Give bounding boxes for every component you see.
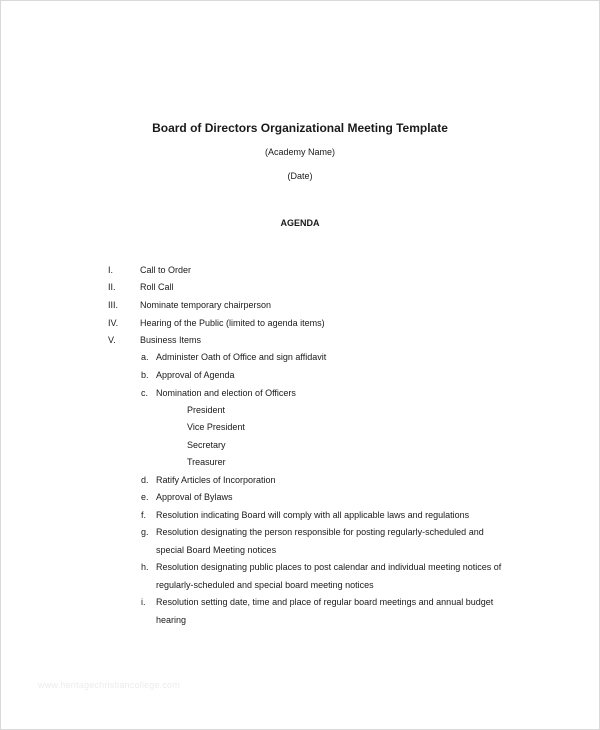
agenda-item-hearing-of-public: Hearing of the Public (limited to agenda items): [140, 318, 325, 328]
agenda-numeral-5: V.: [108, 335, 116, 345]
officer-secretary: Secretary: [187, 440, 226, 450]
business-item-posting-person-cont: special Board Meeting notices: [156, 545, 277, 555]
agenda-numeral-1: I.: [108, 265, 114, 275]
business-letter-f: f.: [141, 510, 147, 520]
business-item-public-places-cont: regularly-scheduled and special board meeting notices: [156, 580, 374, 590]
business-item-public-places: Resolution designating public places to post calendar and individual meeting notices of: [156, 562, 502, 572]
business-letter-h: h.: [141, 562, 149, 572]
business-item-regular-meetings: Resolution setting date, time and place of regular board meetings and annual budget: [156, 597, 494, 607]
document-title: Board of Directors Organizational Meeting Template: [152, 121, 448, 135]
agenda-item-business-items: Business Items: [140, 335, 202, 345]
agenda-item-roll-call: Roll Call: [140, 282, 174, 292]
business-item-comply-with-laws: Resolution indicating Board will comply with all applicable laws and regulations: [156, 510, 470, 520]
business-letter-a: a.: [141, 352, 149, 362]
watermark: www.heritagechristiancollege.com: [38, 680, 180, 690]
business-letter-i: i.: [141, 597, 146, 607]
business-letter-d: d.: [141, 475, 149, 485]
agenda-numeral-2: II.: [108, 282, 116, 292]
business-letter-g: g.: [141, 527, 149, 537]
business-item-articles-of-incorporation: Ratify Articles of Incorporation: [156, 475, 276, 485]
business-item-approval-of-bylaws: Approval of Bylaws: [156, 492, 233, 502]
business-item-regular-meetings-cont: hearing: [156, 615, 187, 625]
agenda-item-call-to-order: Call to Order: [140, 265, 192, 275]
officer-vice-president: Vice President: [187, 422, 245, 432]
business-item-posting-person: Resolution designating the person responsible for posting regularly-scheduled and: [156, 527, 484, 537]
business-item-approval-of-agenda: Approval of Agenda: [156, 370, 235, 380]
agenda-numeral-3: III.: [108, 300, 119, 310]
business-item-election-of-officers: Nomination and election of Officers: [156, 388, 296, 398]
officer-president: President: [187, 405, 226, 415]
agenda-numeral-4: IV.: [108, 318, 119, 328]
business-letter-c: c.: [141, 388, 149, 398]
agenda-item-temporary-chairperson: Nominate temporary chairperson: [140, 300, 272, 310]
business-letter-e: e.: [141, 492, 149, 502]
agenda-heading: AGENDA: [280, 218, 320, 228]
business-item-oath-of-office: Administer Oath of Office and sign affidavit: [156, 352, 327, 362]
meeting-date: (Date): [287, 171, 313, 181]
officer-treasurer: Treasurer: [187, 457, 226, 467]
business-letter-b: b.: [141, 370, 149, 380]
academy-name: (Academy Name): [264, 147, 336, 157]
